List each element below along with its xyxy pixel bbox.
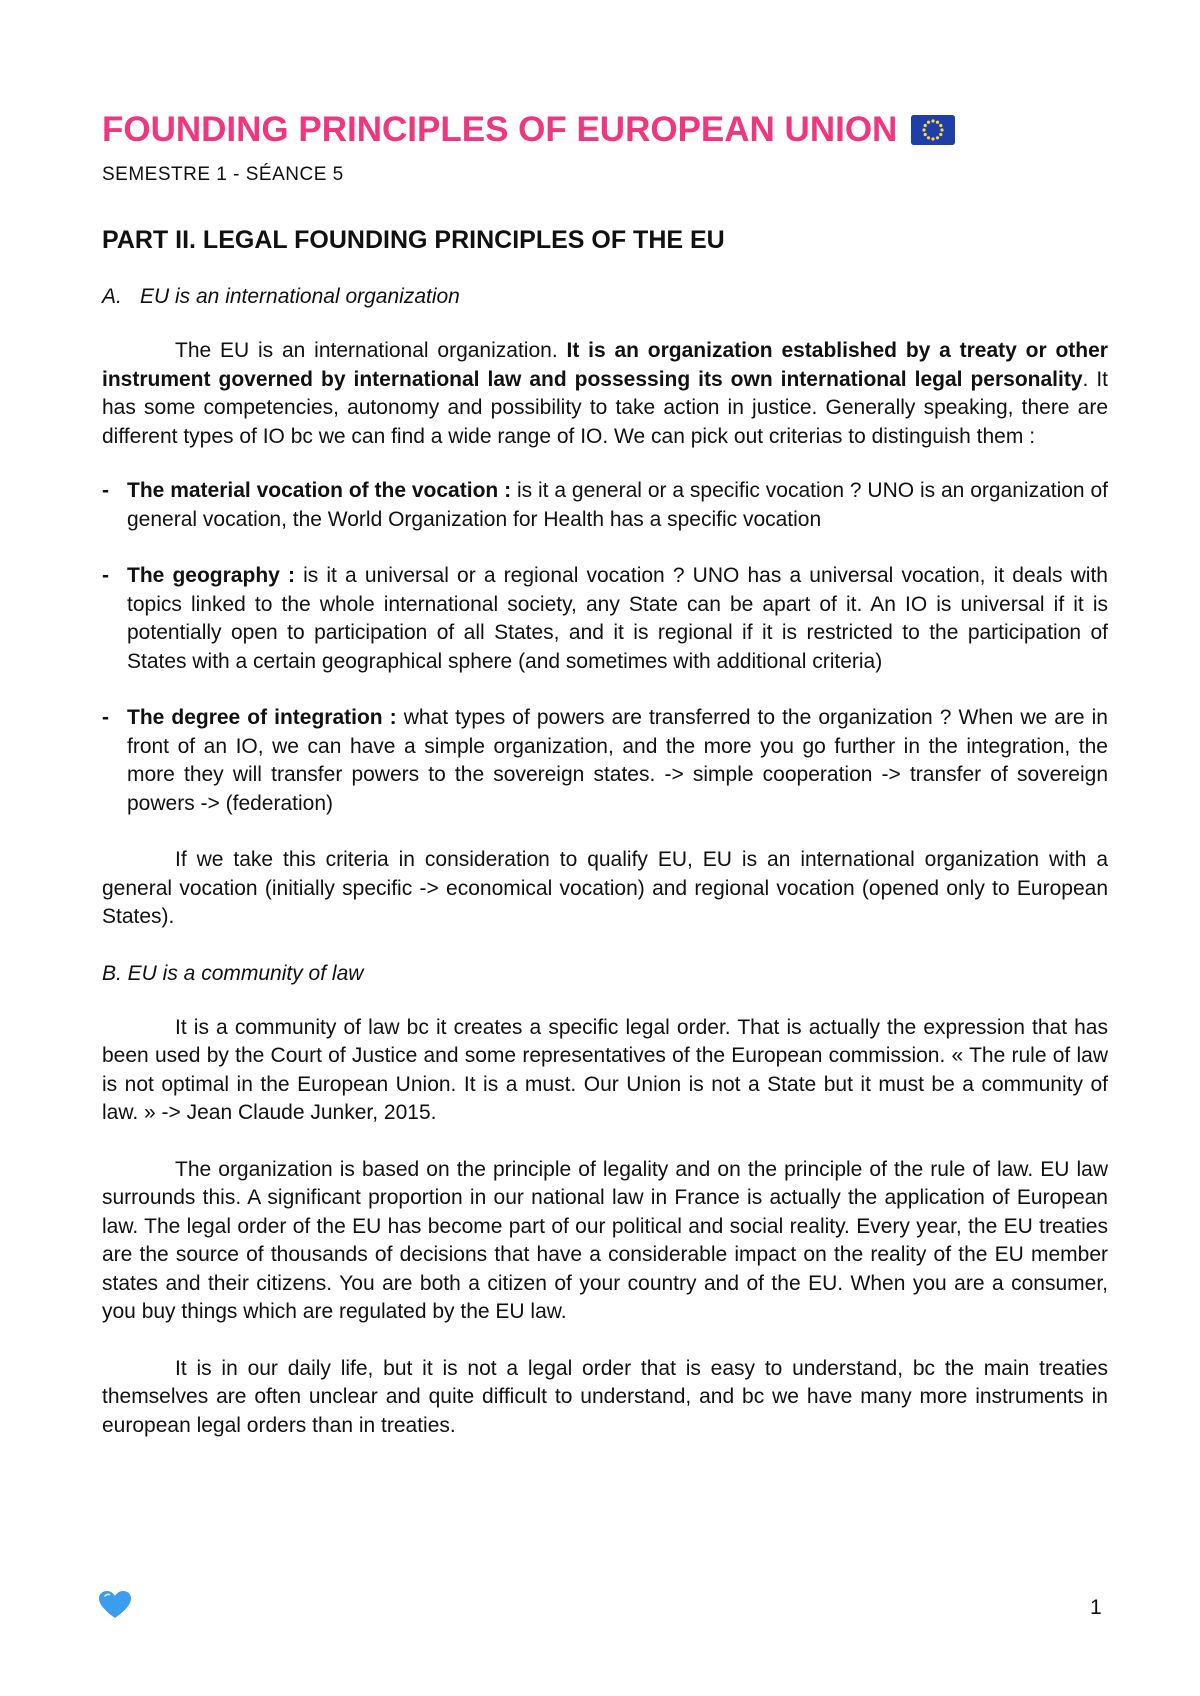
document-title xyxy=(102,110,1108,150)
criteria-item-integration xyxy=(102,704,1108,818)
criteria-list xyxy=(102,477,1108,818)
criteria-label: The material vocation of the vocation : xyxy=(127,479,512,503)
bullet-dash: - xyxy=(102,479,109,503)
criteria-text: what types of powers are transferred to the organization ? When we are in front of an IO, we can have a simple organization, and the more you go further in the integration, the more they will transfer powers to the sovereign states. -> simple cooperation -> transfer of sovereign powers -> (federation) xyxy=(127,706,1108,815)
page-number: 1 xyxy=(1090,1596,1102,1619)
section-a-heading-text: EU is an international organization xyxy=(140,285,460,309)
intro-definition: It is an organization established by a treaty or other instrument governed by international law and possessing its own international legal personality xyxy=(102,339,1108,391)
intro-lead: The EU is an international organization. xyxy=(175,339,567,363)
criteria-label: The geography : xyxy=(127,564,295,588)
criteria-item-geography xyxy=(102,562,1108,676)
section-b-paragraph: It is in our daily life, but it is not a legal order that is easy to understand, bc the main treaties themselves are often unclear and quite difficult to understand, and bc we have many more instruments in european legal orders than in treaties. xyxy=(102,1356,1108,1437)
bullet-dash: - xyxy=(102,564,109,588)
section-b-heading: B. EU is a community of law xyxy=(102,961,364,985)
criteria-text: is it a general or a specific vocation ? UNO is an organization of general vocation, the World Organization for Health has a specific vocation xyxy=(127,479,1108,531)
document-subtitle: SEMESTRE 1 - SÉANCE 5 xyxy=(102,164,344,186)
document-page xyxy=(102,110,1108,1440)
eu-flag-icon xyxy=(911,115,955,145)
section-b-paragraph: The organization is based on the principle of legality and on the principle of the rule of law. EU law surrounds this. A significant proportion in our national law in France is actually the application of European law. The legal order of the EU has become part of our political and social reality. Every year, the EU treaties are the source of thousands of decisions that have a considerable impact on the reality of the EU member states and their citizens. You are both a citizen of your country and of the EU. When you are a consumer, you buy things which are regulated by the EU law. xyxy=(102,1157,1108,1324)
criteria-label: The degree of integration : xyxy=(127,706,397,730)
section-a-letter: A. xyxy=(102,285,122,309)
blue-heart-icon xyxy=(98,1590,132,1620)
section-a-conclusion: If we take this criteria in consideration to qualify EU, EU is an international organization with a general vocation (initially specific -> economical vocation) and regional vocation (opened only to European States). xyxy=(102,848,1108,929)
section-a-heading xyxy=(102,285,1108,309)
intro-rest: . It has some competencies, autonomy and possibility to take action in justice. Generally speaking, there are different types of IO bc we can find a wide range of IO. We can pick out criterias to distinguish them : xyxy=(102,367,1109,448)
part-title: PART II. LEGAL FOUNDING PRINCIPLES OF THE EU xyxy=(102,226,725,255)
criteria-item-material-vocation xyxy=(102,477,1108,534)
section-a-intro-paragraph xyxy=(102,337,1108,451)
document-title-text: FOUNDING PRINCIPLES OF EUROPEAN UNION xyxy=(102,110,898,149)
bullet-dash: - xyxy=(102,706,109,730)
criteria-text: is it a universal or a regional vocation ? UNO has a universal vocation, it deals with topics linked to the whole international society, any State can be apart of it. An IO is universal if it is potentially open to participation of all States, and it is regional if it is restricted to the participation of States with a certain geographical sphere (and sometimes with additional criteria) xyxy=(127,564,1108,673)
section-b-paragraph: It is a community of law bc it creates a specific legal order. That is actually the expression that has been used by the Court of Justice and some representatives of the European commission. « The rule of law is not optimal in the European Union. It is a must. Our Union is not a State but it must be a community of law. » -> Jean Claude Junker, 2015. xyxy=(102,1015,1108,1125)
